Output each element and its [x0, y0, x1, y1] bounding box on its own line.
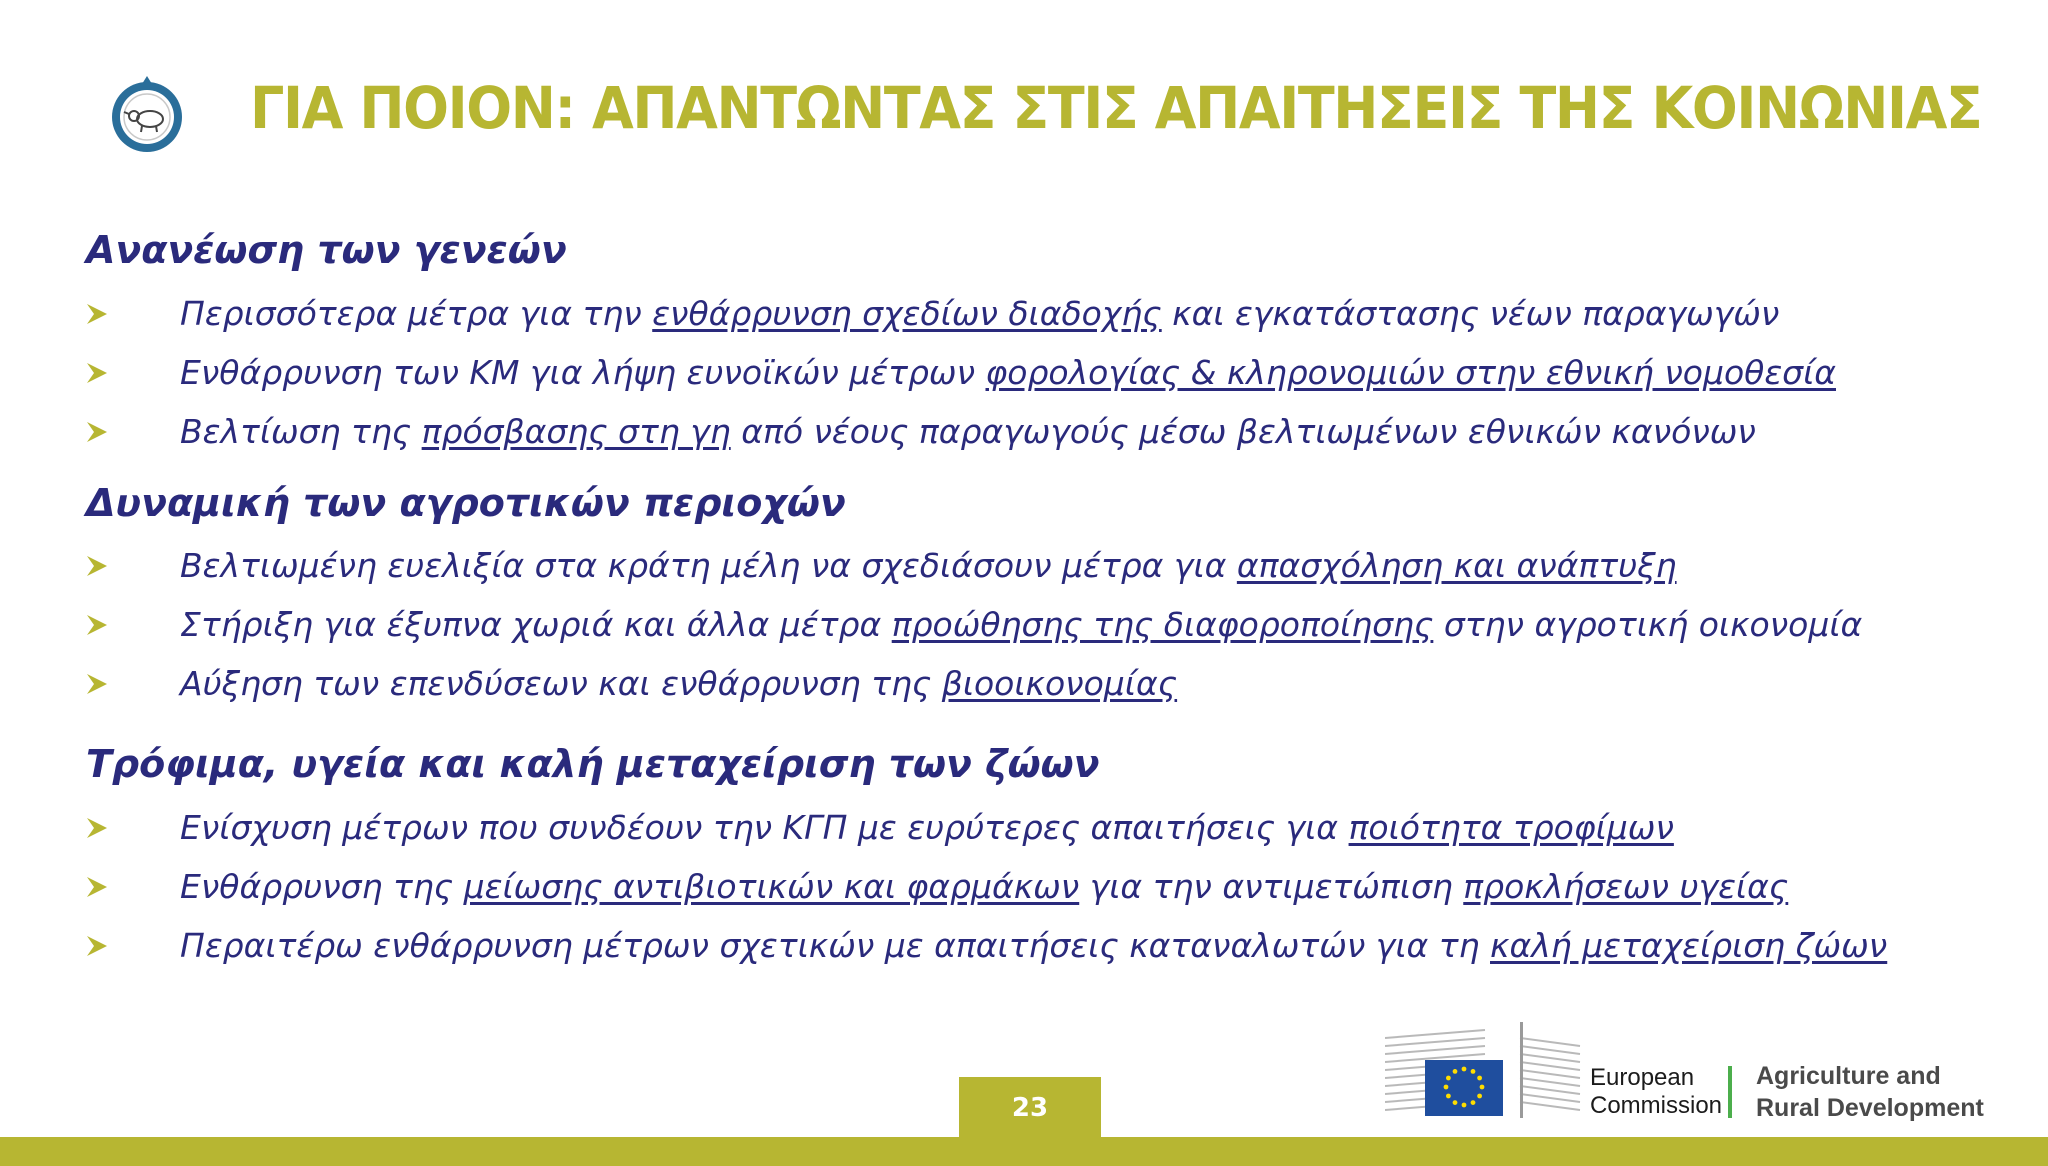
- underlined-phrase: καλή μεταχείριση ζώων: [1490, 926, 1888, 965]
- underlined-phrase: πρόσβασης στη γη: [421, 412, 731, 451]
- european-commission-wordmark: European Commission: [1590, 1064, 1723, 1119]
- underlined-phrase: προώθησης της διαφοροποίησης: [891, 605, 1434, 644]
- underlined-phrase: προκλήσεων υγείας: [1463, 867, 1789, 906]
- bullet-text: Ενθάρρυνση της μείωσης αντιβιοτικών και φαρμάκων για την αντιμετώπιση προκλήσεων υγείας: [180, 867, 1789, 906]
- footer-separator: [1728, 1066, 1732, 1118]
- bullet-text: Ενθάρρυνση των ΚΜ για λήψη ευνοϊκών μέτρων φορολογίας & κληρονομιών στην εθνική νομοθεσία: [180, 353, 1836, 392]
- underlined-phrase: ενθάρρυνση σχεδίων διαδοχής: [652, 294, 1162, 333]
- arrowhead-bullet-icon: [86, 876, 108, 898]
- section-heading-rural-dynamics: Δυναμική των αγροτικών περιοχών: [86, 481, 846, 525]
- underlined-phrase: φορολογίας & κληρονομιών στην εθνική νομοθεσία: [985, 353, 1836, 392]
- agri-circle-logo-icon: [110, 74, 184, 154]
- dg-agri-wordmark: Agriculture and Rural Development: [1756, 1062, 1984, 1122]
- arrowhead-bullet-icon: [86, 421, 108, 443]
- underlined-phrase: ποιότητα τροφίμων: [1348, 808, 1674, 847]
- page-number: 23: [959, 1077, 1101, 1139]
- section-heading-generational-renewal: Ανανέωση των γενεών: [86, 228, 567, 272]
- arrowhead-bullet-icon: [86, 935, 108, 957]
- bullet-text: Ενίσχυση μέτρων που συνδέουν την ΚΓΠ με ευρύτερες απαιτήσεις για ποιότητα τροφίμων: [180, 808, 1674, 847]
- bullet-text: Αύξηση των επενδύσεων και ενθάρρυνση της βιοοικονομίας: [180, 664, 1178, 703]
- arrowhead-bullet-icon: [86, 614, 108, 636]
- footer-bar: [0, 1137, 2048, 1166]
- arrowhead-bullet-icon: [86, 673, 108, 695]
- page-title: ΓΙΑ ΠΟΙΟΝ: ΑΠΑΝΤΩΝΤΑΣ ΣΤΙΣ ΑΠΑΙΤΗΣΕΙΣ ΤΗΣ ΚΟΙΝΩΝΙΑΣ: [250, 74, 1982, 142]
- bullet-text: Περισσότερα μέτρα για την ενθάρρυνση σχεδίων διαδοχής και εγκατάστασης νέων παραγωγών: [180, 294, 1780, 333]
- arrowhead-bullet-icon: [86, 817, 108, 839]
- arrowhead-bullet-icon: [86, 303, 108, 325]
- arrowhead-bullet-icon: [86, 555, 108, 577]
- underlined-phrase: απασχόληση και ανάπτυξη: [1236, 546, 1677, 585]
- underlined-phrase: μείωσης αντιβιοτικών και φαρμάκων: [463, 867, 1080, 906]
- arrowhead-bullet-icon: [86, 362, 108, 384]
- underlined-phrase: βιοοικονομίας: [941, 664, 1178, 703]
- bullet-text: Περαιτέρω ενθάρρυνση μέτρων σχετικών με απαιτήσεις καταναλωτών για τη καλή μεταχείριση ζώων: [180, 926, 1888, 965]
- bullet-text: Στήριξη για έξυπνα χωριά και άλλα μέτρα προώθησης της διαφοροποίησης στην αγροτική οικονομία: [180, 605, 1863, 644]
- section-heading-food-health-animal-welfare: Τρόφιμα, υγεία και καλή μεταχείριση των ζώων: [86, 742, 1100, 786]
- bullet-text: Βελτίωση της πρόσβασης στη γη από νέους παραγωγούς μέσω βελτιωμένων εθνικών κανόνων: [180, 412, 1756, 451]
- bullet-text: Βελτιωμένη ευελιξία στα κράτη μέλη να σχεδιάσουν μέτρα για απασχόληση και ανάπτυξη: [180, 546, 1677, 585]
